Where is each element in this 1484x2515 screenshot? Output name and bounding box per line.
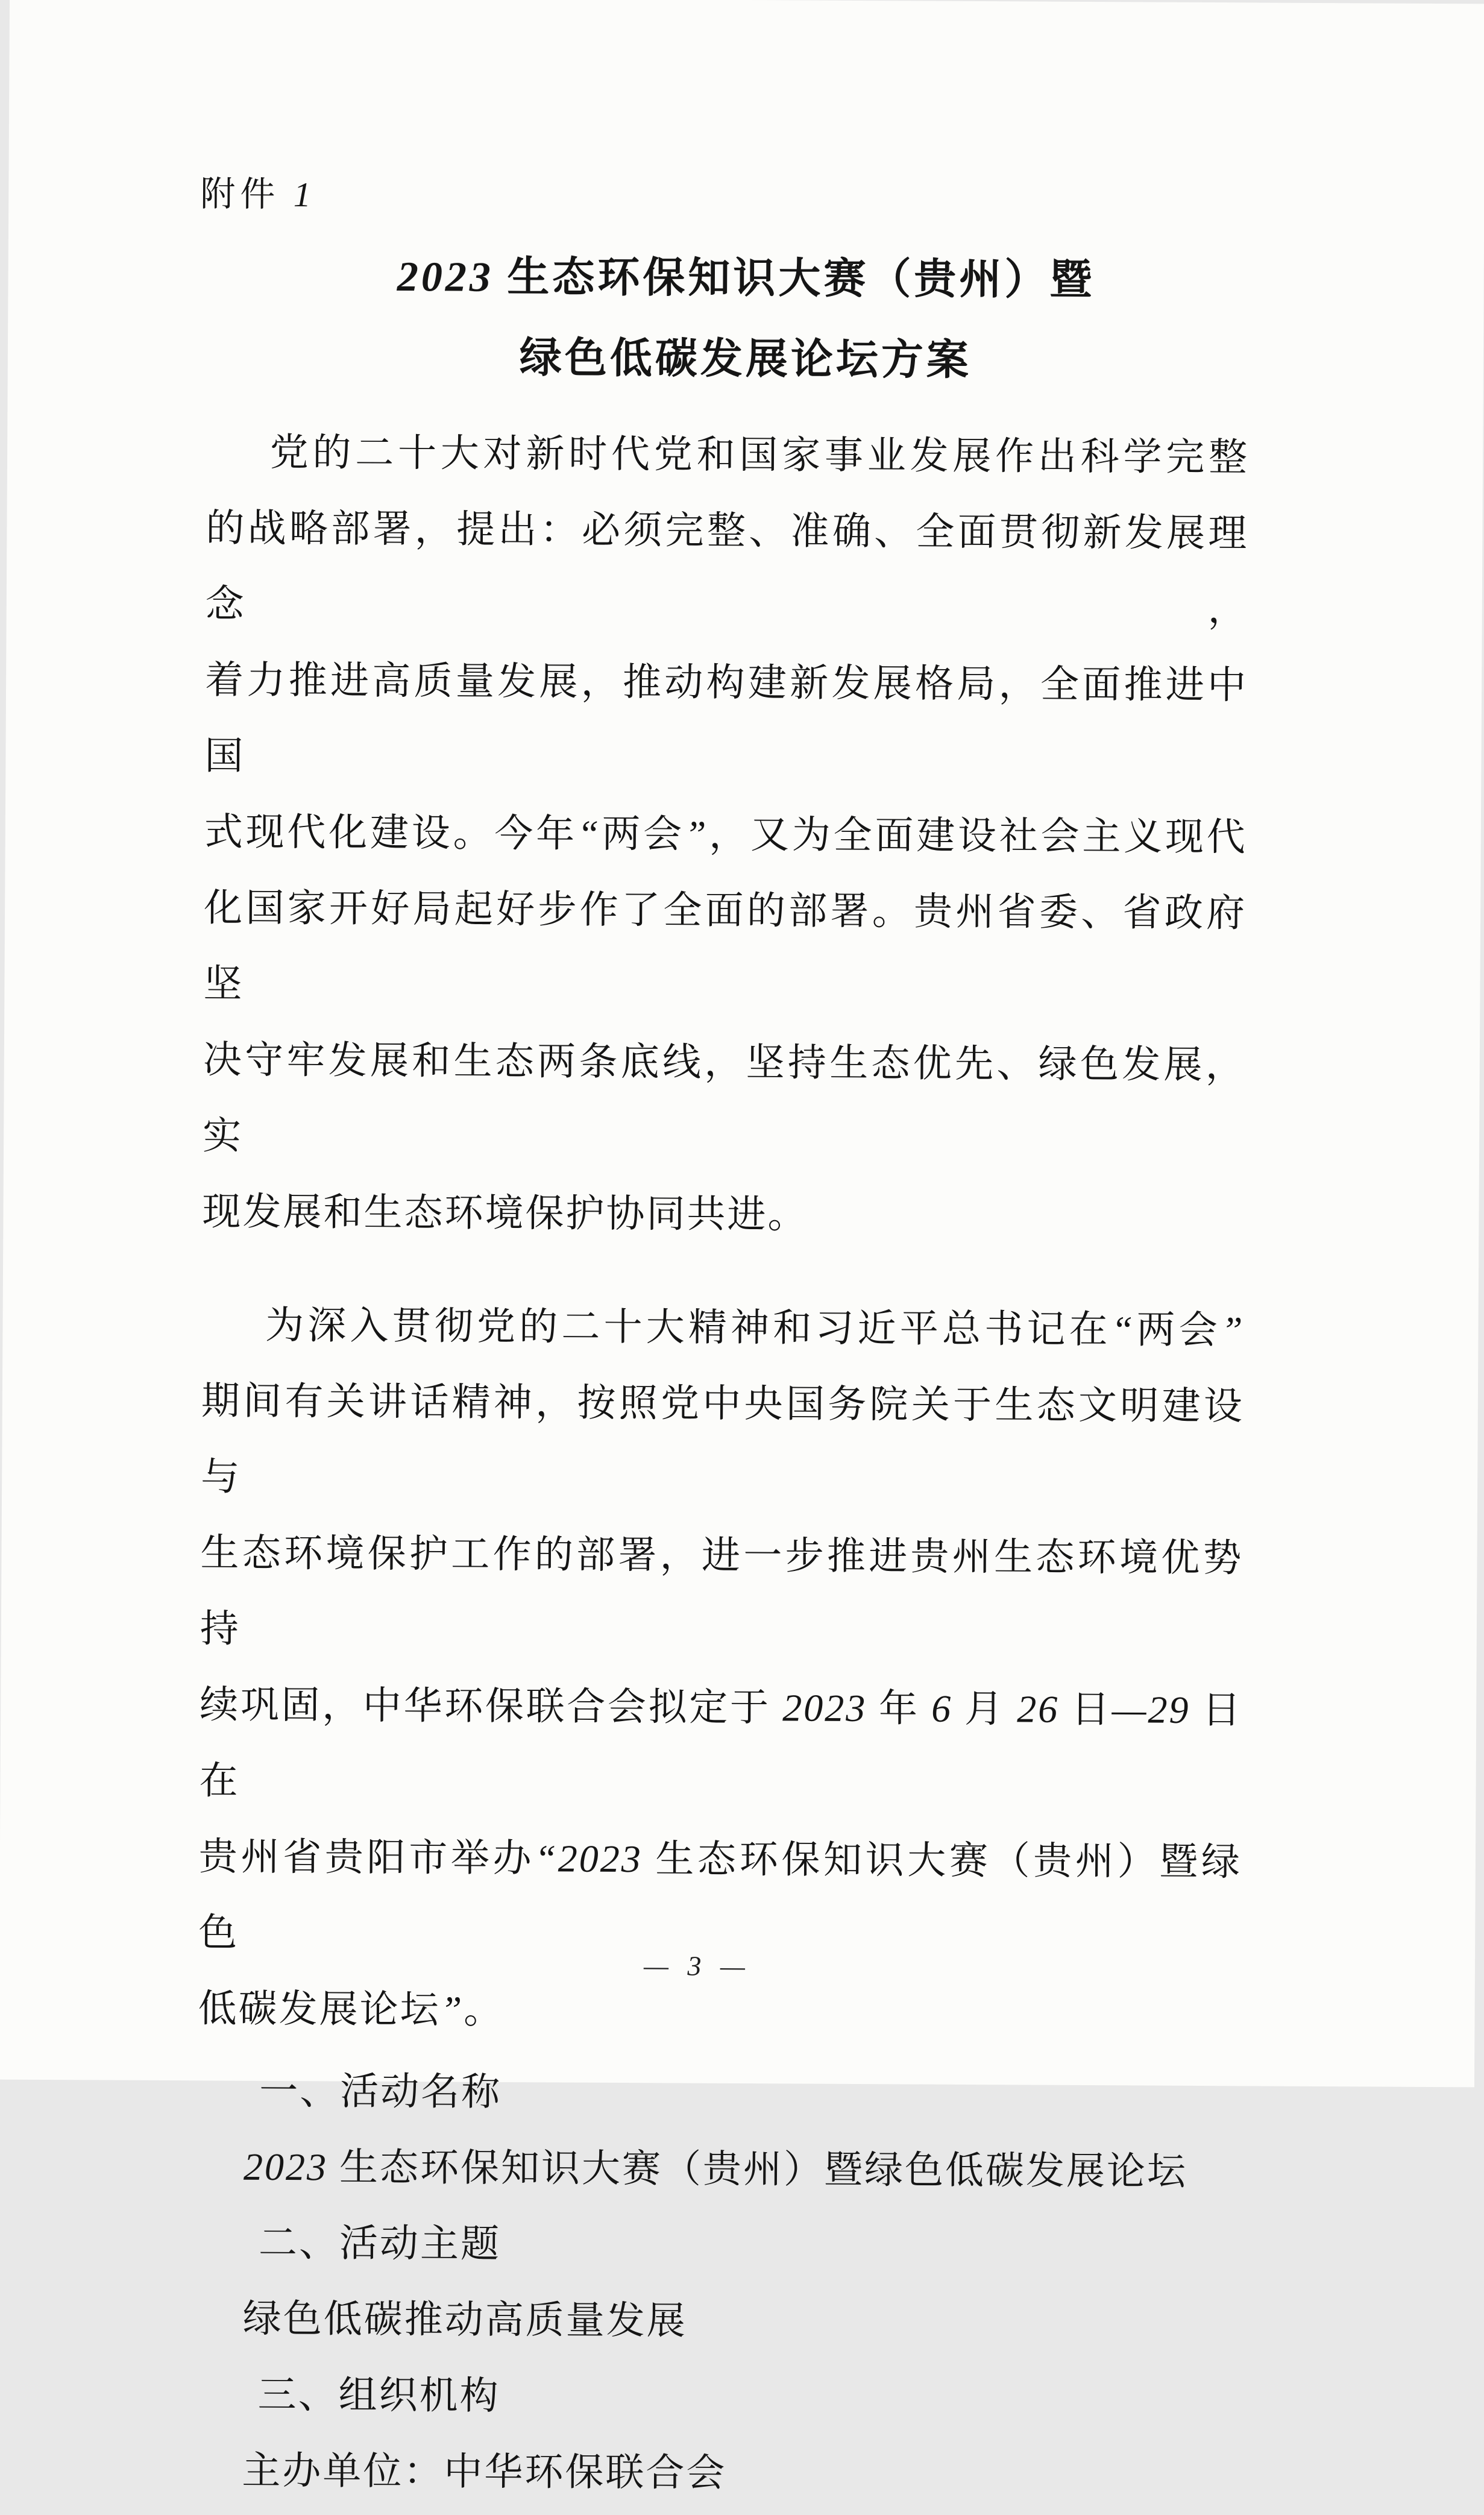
document-body: [195, 414, 1249, 2514]
paragraph-line: 着力推进高质量发展，推动构建新发展格局，全面推进中国: [204, 658, 1248, 778]
paragraph-line: 续巩固，中华环保联合会拟定于 2023 年 6 月 26 日—29 日在: [199, 1683, 1243, 1802]
section-heading: 一、活动名称: [259, 2069, 502, 2114]
paragraph-line: 化国家开好局起好步作了全面的部署。贵州省委、省政府坚: [203, 886, 1247, 1006]
section-list: [195, 2053, 1240, 2514]
paragraph-line: 决守牢发展和生态两条底线，坚持生态优先、绿色发展，实: [202, 1038, 1246, 1157]
paragraph-1: [202, 414, 1249, 1255]
paragraph-line: 期间有关讲话精神，按照党中央国务院关于生态文明建设与: [201, 1379, 1245, 1499]
document-title-line1: 2023 生态环保知识大赛（贵州）暨: [397, 253, 1095, 304]
paragraph-line: 现发展和生态环境保护协同共进。: [202, 1190, 808, 1236]
paragraph-line: 党的二十大对新时代党和国家事业发展作出科学完整: [269, 430, 1250, 479]
section-content: 2023 生态环保知识大赛（贵州）暨绿色低碳发展论坛: [243, 2145, 1188, 2193]
section-organization: [195, 2356, 1239, 2514]
section-content: 主办单位：中华环保联合会: [242, 2449, 727, 2495]
paragraph-line: 为深入贯彻党的二十大精神和习近平总书记在“两会”: [265, 1303, 1245, 1352]
paragraph-line: 式现代化建设。今年“两会”，又为全面建设社会主义现代: [204, 810, 1247, 859]
section-heading: 二、活动主题: [258, 2221, 501, 2265]
document-title-line2: 绿色低碳发展论坛方案: [519, 335, 972, 384]
section-activity-theme: [197, 2205, 1240, 2362]
paragraph-line: 生态环境保护工作的部署，进一步推进贵州生态环境优势持: [200, 1531, 1243, 1651]
section-heading: 三、组织机构: [257, 2373, 500, 2417]
paragraph-line: 低碳发展论坛”。: [198, 1987, 505, 2032]
paragraph-line: 的战略部署，提出：必须完整、准确、全面贯彻新发展理念，: [205, 506, 1249, 631]
paragraph-line: 贵州省贵阳市举办“2023 生态环保知识大赛（贵州）暨绿色: [198, 1835, 1242, 1954]
paragraph-2: [198, 1287, 1245, 2052]
page-number: — 3 —: [643, 1950, 752, 1982]
attachment-label: 附件 1: [200, 174, 316, 215]
section-activity-name: [197, 2053, 1240, 2210]
document-title: [8, 235, 1484, 404]
section-content: 绿色低碳推动高质量发展: [242, 2297, 687, 2343]
